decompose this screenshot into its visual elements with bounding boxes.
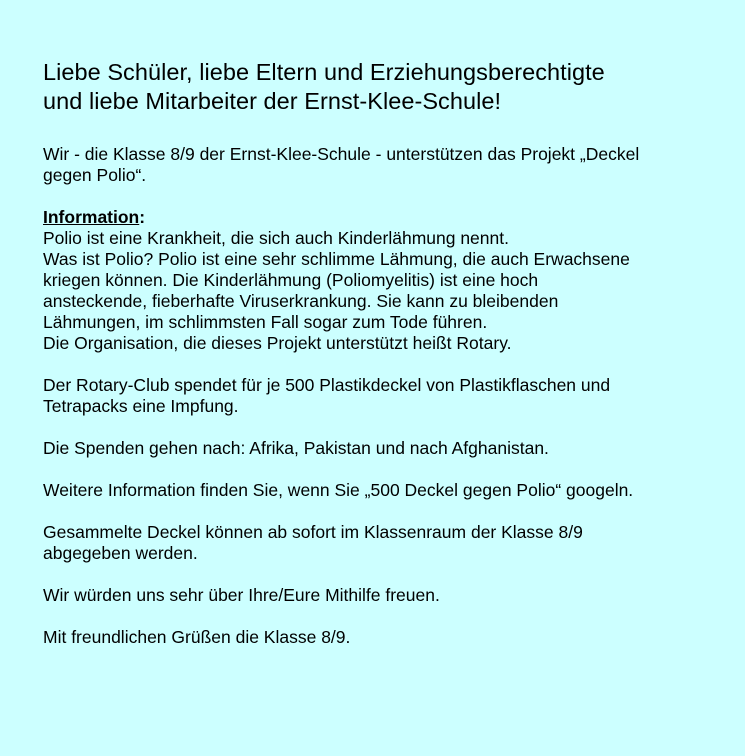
spacer	[43, 564, 705, 585]
thanks-paragraph: Wir würden uns sehr über Ihre/Eure Mithilfe freuen.	[43, 585, 440, 605]
spacer	[43, 116, 705, 144]
text-line: Was ist Polio? Polio ist eine sehr schlimme Lähmung, die auch Erwachsene	[43, 249, 630, 269]
spacer	[43, 417, 705, 438]
more-info-paragraph: Weitere Information finden Sie, wenn Sie „500 Deckel gegen Polio“ googeln.	[43, 480, 634, 500]
text-line: Wir - die Klasse 8/9 der Ernst-Klee-Schule - unterstützen das Projekt „Deckel	[43, 144, 640, 164]
information-paragraph	[43, 207, 705, 354]
donations-paragraph: Die Spenden gehen nach: Afrika, Pakistan und nach Afghanistan.	[43, 438, 549, 458]
collect-paragraph	[43, 522, 705, 564]
spacer	[43, 459, 705, 480]
spacer	[43, 501, 705, 522]
information-label: Information	[43, 207, 140, 227]
text-line: abgegeben werden.	[43, 543, 198, 563]
spacer	[43, 606, 705, 627]
text-line: Polio ist eine Krankheit, die sich auch Kinderlähmung nennt.	[43, 228, 509, 248]
text-line: gegen Polio“.	[43, 165, 147, 185]
text-line: kriegen können. Die Kinderlähmung (Poliomyelitis) ist eine hoch	[43, 270, 539, 290]
heading-line: Liebe Schüler, liebe Eltern und Erziehungsberechtigte	[43, 59, 605, 85]
text-line: Lähmungen, im schlimmsten Fall sogar zum Tode führen.	[43, 312, 488, 332]
text-line: Gesammelte Deckel können ab sofort im Klassenraum der Klasse 8/9	[43, 522, 583, 542]
heading-line: und liebe Mitarbeiter der Ernst-Klee-Schule!	[43, 88, 502, 114]
text-line: Tetrapacks eine Impfung.	[43, 396, 239, 416]
text-line: Der Rotary-Club spendet für je 500 Plastikdeckel von Plastikflaschen und	[43, 375, 611, 395]
text-line: Die Organisation, die dieses Projekt unterstützt heißt Rotary.	[43, 333, 512, 353]
rotary-paragraph	[43, 375, 705, 417]
information-colon: :	[139, 207, 146, 227]
text-line: ansteckende, fieberhafte Viruserkrankung. Sie kann zu bleibenden	[43, 291, 559, 311]
spacer	[43, 354, 705, 375]
letter-heading	[43, 58, 705, 116]
closing-paragraph: Mit freundlichen Grüßen die Klasse 8/9.	[43, 627, 351, 647]
intro-paragraph	[43, 144, 705, 186]
spacer	[43, 186, 705, 207]
